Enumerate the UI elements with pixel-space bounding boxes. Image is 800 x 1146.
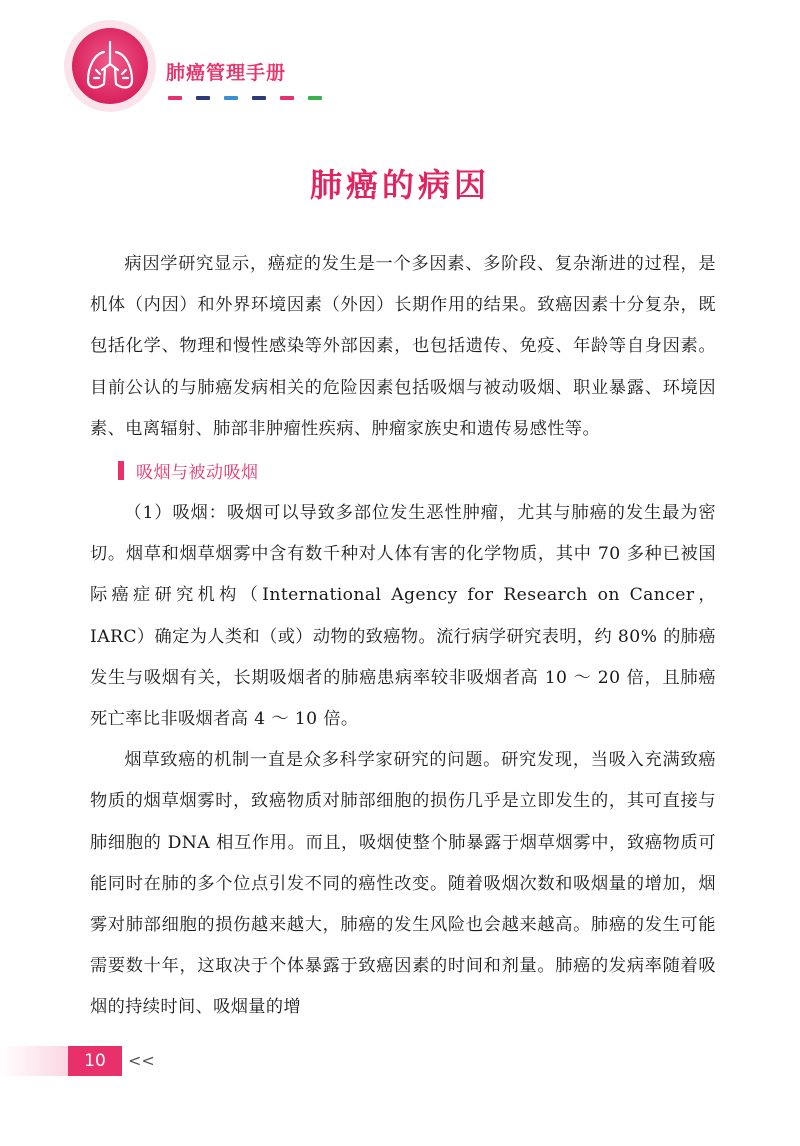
page-header	[0, 0, 800, 130]
color-dash	[280, 96, 294, 100]
book-title: 肺癌管理手册	[166, 62, 287, 84]
lungs-icon	[62, 18, 158, 114]
section-heading	[118, 450, 716, 491]
smoking-paragraph: （1）吸烟：吸烟可以导致多部位发生恶性肿瘤，尤其与肺癌的发生最为密切。烟草和烟草烟雾中含有数千种对人体有害的化学物质，其中 70 多种已被国际癌症研究机构（International Agency for Research on Cancer，IARC）确定为人类和（或）动物的致癌物。流行病学研究表明，约 80% 的肺癌发生与吸烟有关，长期吸烟者的肺癌患病率较非吸烟者高 10 ～ 20 倍，且肺癌死亡率比非吸烟者高 4 ～ 10 倍。	[90, 503, 716, 730]
mechanism-paragraph: 烟草致癌的机制一直是众多科学家研究的问题。研究发现，当吸入充满致癌物质的烟草烟雾时，致癌物质对肺部细胞的损伤几乎是立即发生的，其可直接与肺细胞的 DNA 相互作用。而且，吸烟使整个肺暴露于烟草烟雾中，致癌物质可能同时在肺的多个位点引发不同的癌性改变。随着吸烟次数和吸烟量的增加，烟雾对肺部细胞的损伤越来越大，肺癌的发生风险也会越来越高。肺癌的发生可能需要数十年，这取决于个体暴露于致癌因素的时间和剂量。肺癌的发病率随着吸烟的持续时间、吸烟量的增	[90, 750, 716, 1018]
body-text	[90, 244, 716, 1029]
footer-gradient	[0, 1046, 68, 1076]
double-chevron-left-icon: <<	[128, 1051, 155, 1070]
section-bar-marker	[118, 461, 124, 480]
color-dash	[224, 96, 238, 100]
section-heading-text: 吸烟与被动吸烟	[136, 463, 259, 484]
color-dash	[252, 96, 266, 100]
color-dash	[308, 96, 322, 100]
color-dash	[196, 96, 210, 100]
page-number: 10	[68, 1046, 122, 1076]
intro-paragraph: 病因学研究显示，癌症的发生是一个多因素、多阶段、复杂渐进的过程，是机体（内因）和外界环境因素（外因）长期作用的结果。致癌因素十分复杂，既包括化学、物理和慢性感染等外部因素，也包括遗传、免疫、年龄等自身因素。目前公认的与肺癌发病相关的危险因素包括吸烟与被动吸烟、职业暴露、环境因素、电离辐射、肺部非肿瘤性疾病、肿瘤家族史和遗传易感性等。	[90, 254, 716, 439]
color-dash	[168, 96, 182, 100]
page-title: 肺癌的病因	[309, 166, 490, 204]
